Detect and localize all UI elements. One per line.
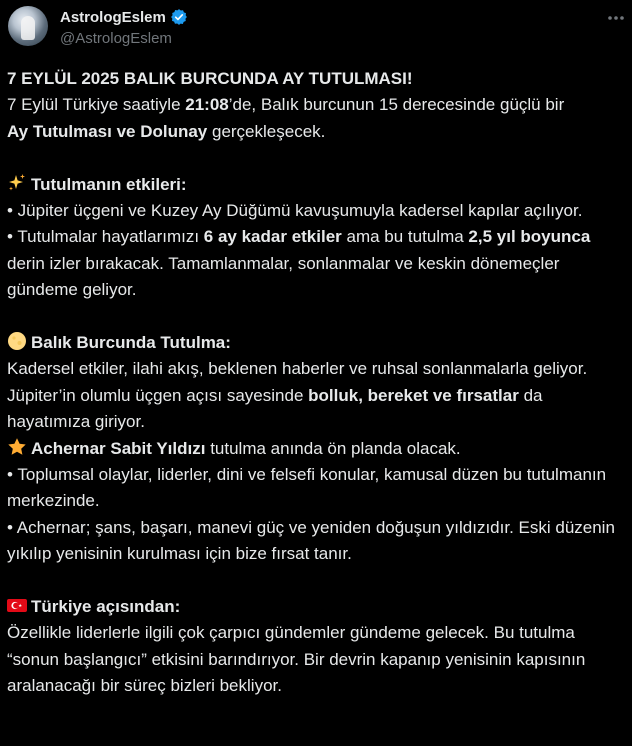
author-handle[interactable]: @AstrologEslem bbox=[60, 30, 172, 47]
verified-badge-icon bbox=[170, 8, 188, 26]
tweet-header bbox=[0, 0, 632, 60]
pisces-bullet-1: • Toplumsal olaylar, liderler, dini ve felsefi konular, kamusal düzen bu tutulmanın merkezinde. bbox=[7, 465, 607, 511]
sparkles-emoji-icon bbox=[7, 173, 27, 193]
avatar[interactable] bbox=[8, 6, 48, 46]
turkey-paragraph: Özellikle liderlerle ilgili çok çarpıcı gündemler gündeme gelecek. Bu tutulma “sonun başlangıcı” etkisini barındırıyor. Bir devrin kapanıp yenisinin kapısının aralanacağı bir süreç bizleri bekliyor. bbox=[7, 623, 586, 696]
pisces-bullet-2: • Achernar; şans, başarı, manevi güç ve yeniden doğuşun yıldızıdır. Eski düzenin yıkılıp yenisinin kurulması için bize fırsat tanır. bbox=[7, 517, 615, 564]
full-moon-emoji-icon bbox=[7, 331, 27, 351]
author-name-line[interactable] bbox=[60, 6, 188, 28]
author-display-name[interactable]: AstrologEslem bbox=[60, 8, 166, 26]
effects-bullet-1: • Jüpiter üçgeni ve Kuzey Ay Düğümü kavuşumuyla kadersel kapılar açılıyor. bbox=[7, 201, 583, 221]
star-emoji-icon bbox=[7, 437, 27, 457]
achernar-line: Achernar Sabit Yıldızı tutulma anında ön planda olacak. bbox=[7, 436, 619, 462]
section-heading-effects: Tutulmanın etkileri: bbox=[7, 172, 619, 198]
post-intro: 7 Eylül Türkiye saatiyle 21:08’de, Balık burcunun 15 derecesinde güçlü bir Ay Tutulması ve Dolunay gerçekleşecek. bbox=[7, 95, 565, 141]
turkey-flag-emoji-icon bbox=[7, 595, 27, 615]
pisces-paragraph: Kadersel etkiler, ilahi akış, beklenen haberler ve ruhsal sonlanmalarla geliyor. Jüpiter’in olumlu üçgen açısı sayesinde bolluk, bereket ve fırsatlar da hayatımıza giriyor. bbox=[7, 359, 588, 432]
post-title: 7 EYLÜL 2025 BALIK BURCUNDA AY TUTULMASI! bbox=[7, 69, 413, 88]
tweet-text bbox=[7, 66, 619, 700]
section-heading-turkey: Türkiye açısından: bbox=[7, 594, 619, 620]
effects-bullet-2: • Tutulmalar hayatlarımızı 6 ay kadar etkiler ama bu tutulma 2,5 yıl boyunca derin izler bırakacak. Tamamlanmalar, sonlanmalar ve keskin dönemeçler gündeme geliyor. bbox=[7, 227, 591, 300]
more-options-icon[interactable] bbox=[606, 8, 626, 28]
section-heading-pisces: Balık Burcunda Tutulma: bbox=[7, 330, 619, 356]
